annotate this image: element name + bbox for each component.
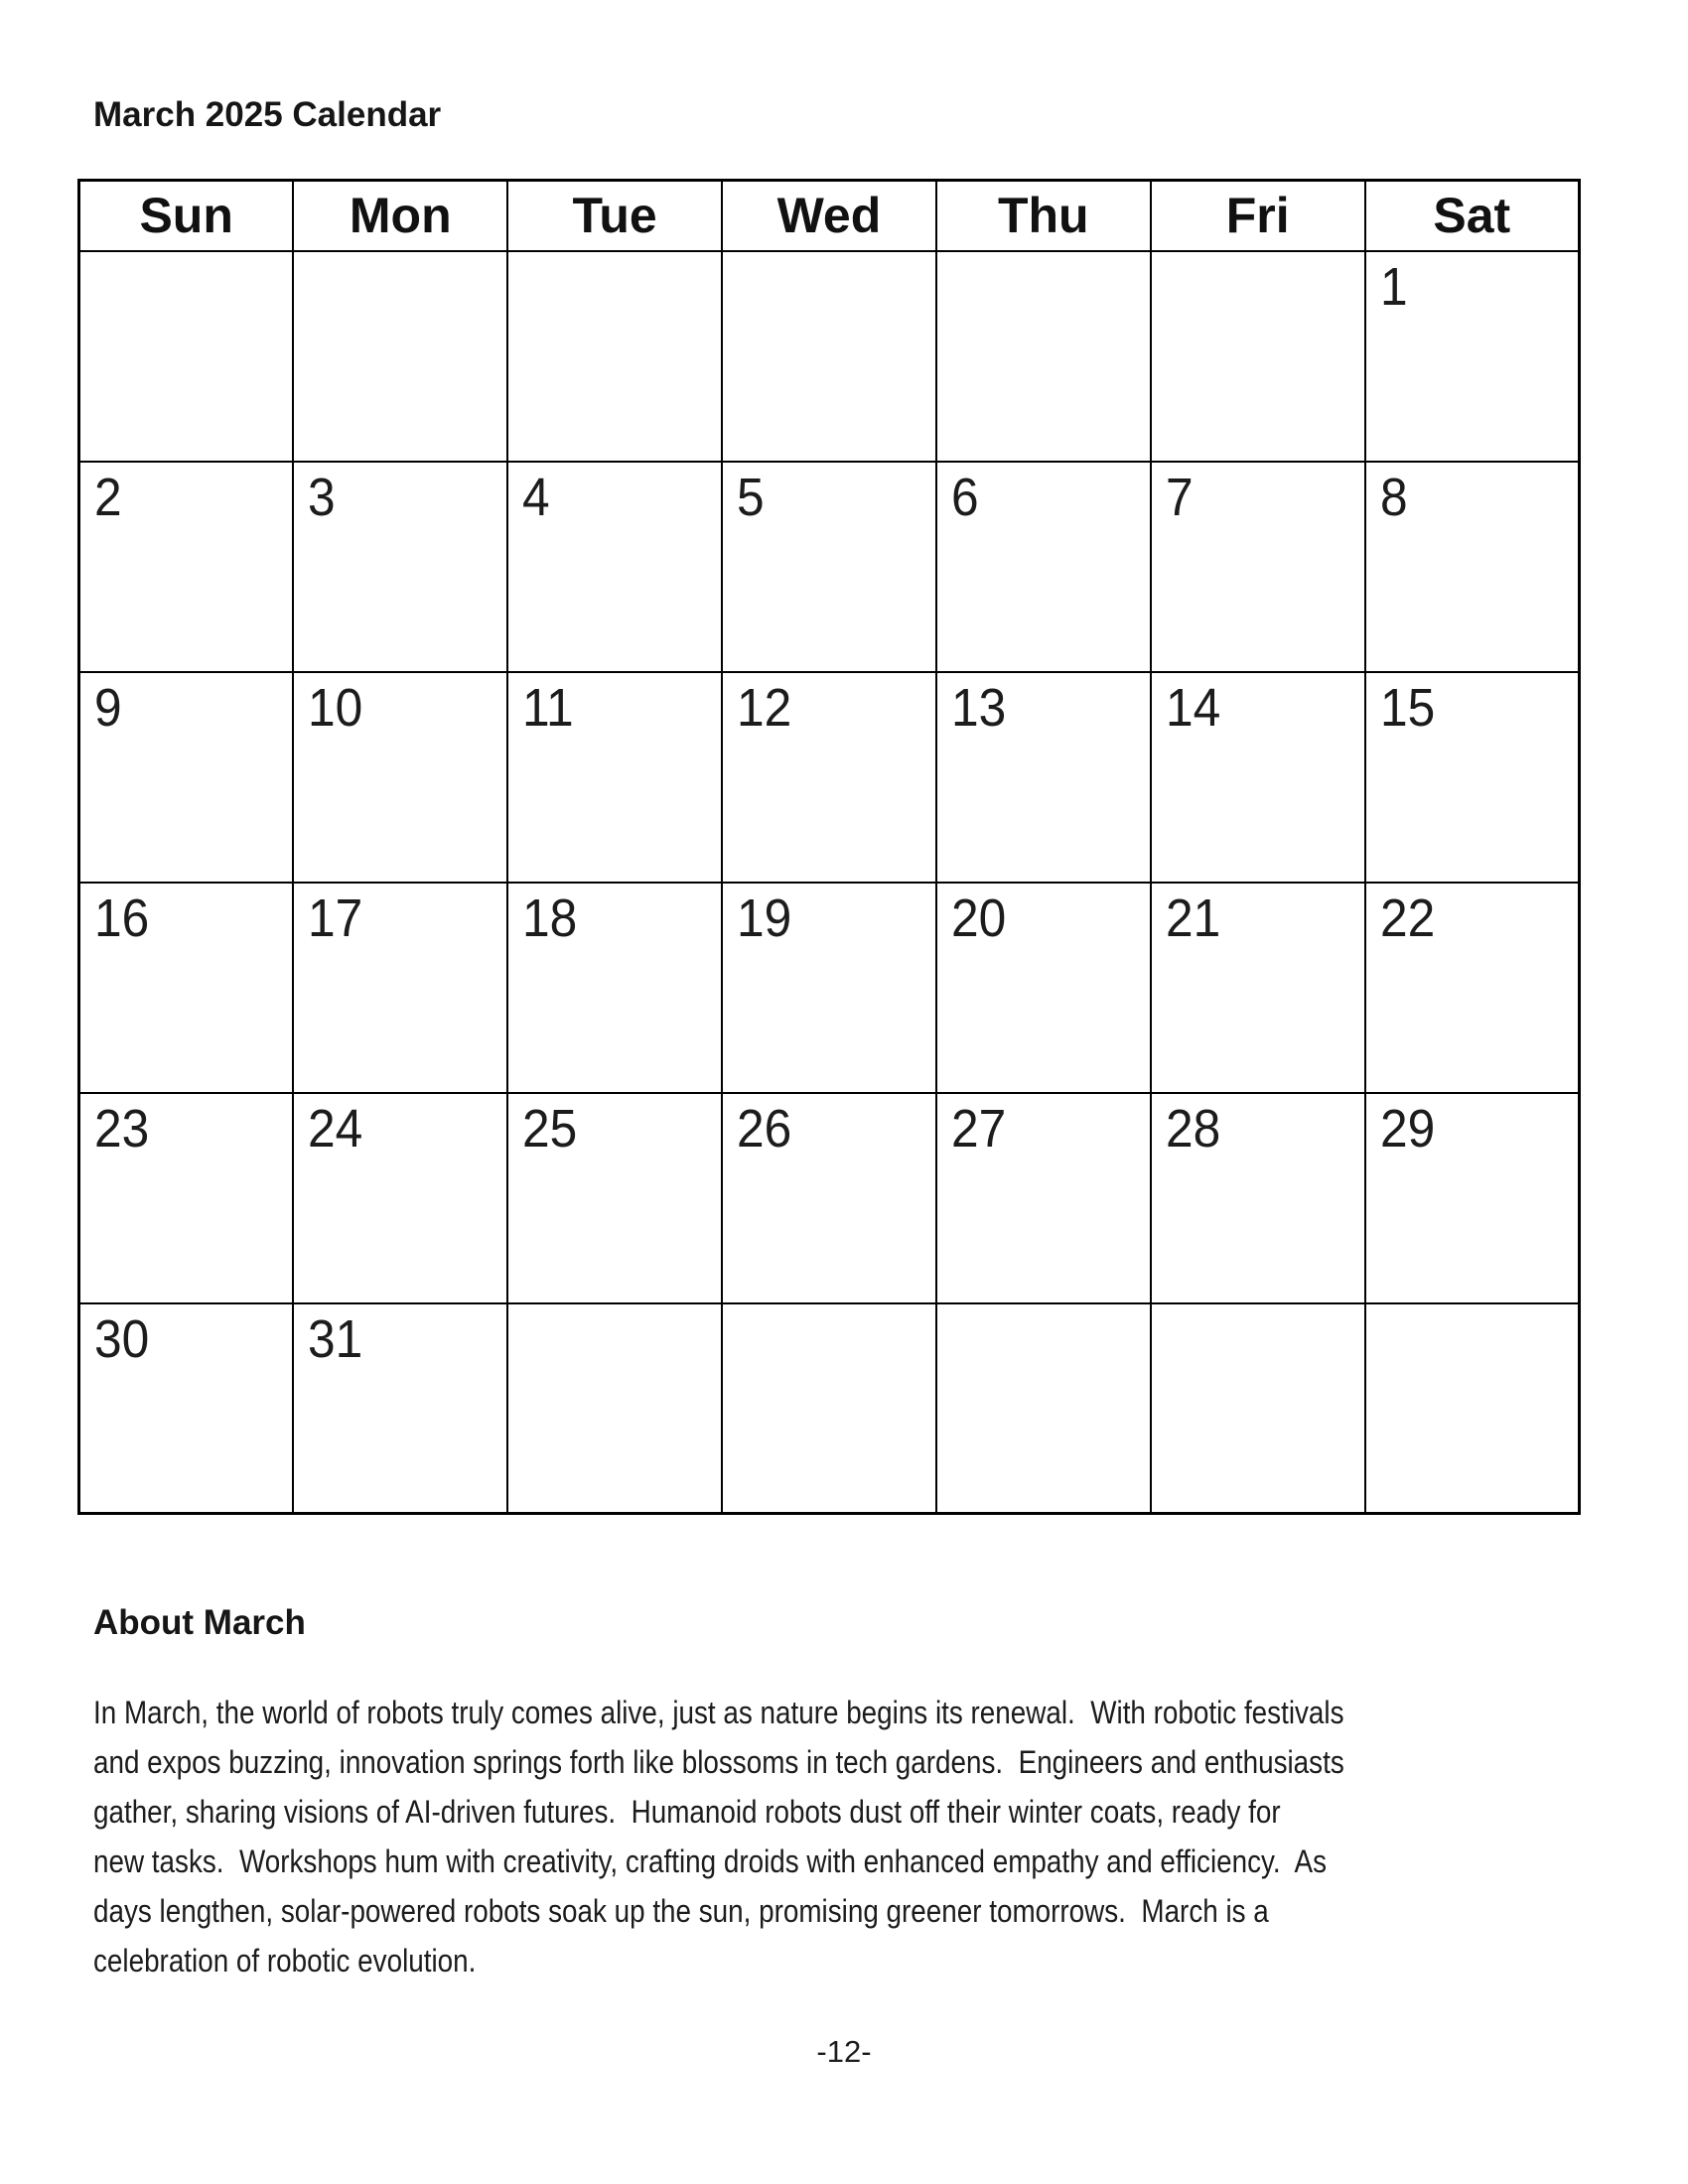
date-number: 5 [737, 467, 765, 527]
calendar-cell [507, 251, 722, 462]
page-title: March 2025 Calendar [93, 95, 442, 134]
day-header-mon: Mon [293, 181, 507, 251]
date-number: 11 [522, 677, 574, 738]
date-number: 23 [94, 1098, 150, 1159]
date-number: 28 [1165, 1098, 1220, 1159]
date-number: 20 [950, 887, 1007, 948]
calendar-cell [79, 1093, 294, 1303]
date-number: 31 [308, 1308, 363, 1369]
calendar-cell [79, 1303, 294, 1514]
paragraph-line: gather, sharing visions of AI-driven futures. Humanoid robots dust off their winter coats, ready for [93, 1794, 1281, 1830]
calendar-cell [1365, 251, 1580, 462]
calendar-cell [722, 462, 936, 672]
calendar-week-row-5 [79, 1093, 1580, 1303]
calendar-cell [936, 1093, 1151, 1303]
paragraph-line: new tasks. Workshops hum with creativity, crafting droids with enhanced empathy and efficiency. As [93, 1843, 1328, 1879]
date-number: 15 [1379, 677, 1435, 738]
calendar-cell [936, 672, 1151, 883]
date-number: 25 [522, 1098, 578, 1159]
calendar-cell [1151, 462, 1365, 672]
date-number: 9 [94, 677, 122, 738]
calendar-cell [79, 251, 294, 462]
date-number: 21 [1165, 887, 1220, 948]
date-number: 3 [308, 467, 336, 527]
date-number: 8 [1379, 467, 1408, 527]
day-header-sat: Sat [1365, 181, 1580, 251]
paragraph-line: days lengthen, solar-powered robots soak up the sun, promising greener tomorrows. March is a [93, 1893, 1269, 1929]
calendar-cell [507, 1093, 722, 1303]
calendar-cell [293, 1303, 507, 1514]
calendar-cell [936, 462, 1151, 672]
date-number: 10 [308, 677, 363, 738]
date-number: 24 [308, 1098, 363, 1159]
calendar-cell [1151, 672, 1365, 883]
calendar-cell [1365, 1303, 1580, 1514]
date-number: 7 [1165, 467, 1194, 527]
calendar-cell [936, 883, 1151, 1093]
calendar-cell [722, 883, 936, 1093]
date-number: 17 [308, 887, 363, 948]
day-header-tue: Tue [507, 181, 722, 251]
calendar-cell [1151, 1093, 1365, 1303]
calendar-cell [1151, 251, 1365, 462]
calendar-cell [722, 1093, 936, 1303]
calendar-cell [936, 1303, 1151, 1514]
calendar-cell [722, 672, 936, 883]
paragraph-line: celebration of robotic evolution. [93, 1943, 477, 1979]
calendar-cell [79, 883, 294, 1093]
calendar-cell [1365, 462, 1580, 672]
calendar-cell [507, 883, 722, 1093]
calendar-cell [1365, 883, 1580, 1093]
date-number: 4 [522, 467, 550, 527]
day-header-fri: Fri [1151, 181, 1365, 251]
day-header-wed: Wed [722, 181, 936, 251]
about-paragraph [93, 1688, 1622, 1985]
paragraph-line: In March, the world of robots truly comes alive, just as nature begins its renewal. With robotic festivals [93, 1695, 1344, 1730]
date-number: 22 [1379, 887, 1435, 948]
day-header-thu: Thu [936, 181, 1151, 251]
calendar-cell [79, 462, 294, 672]
calendar-cell [722, 1303, 936, 1514]
calendar-week-row-2 [79, 462, 1580, 672]
date-number: 6 [950, 467, 979, 527]
calendar-cell [1151, 883, 1365, 1093]
calendar-header-row [79, 181, 1580, 251]
calendar-cell [722, 251, 936, 462]
calendar-cell [1365, 672, 1580, 883]
date-number: 19 [737, 887, 792, 948]
date-number: 2 [94, 467, 122, 527]
calendar-cell [507, 462, 722, 672]
calendar-cell [507, 1303, 722, 1514]
date-number: 18 [522, 887, 578, 948]
date-number: 30 [94, 1308, 150, 1369]
page-number: -12- [816, 2034, 872, 2069]
date-number: 12 [737, 677, 792, 738]
calendar-cell [79, 672, 294, 883]
calendar-cell [293, 672, 507, 883]
calendar-cell [293, 1093, 507, 1303]
calendar-week-row-3 [79, 672, 1580, 883]
date-number: 16 [94, 887, 150, 948]
date-number: 26 [737, 1098, 792, 1159]
calendar-cell [1365, 1093, 1580, 1303]
date-number: 27 [950, 1098, 1007, 1159]
calendar-cell [293, 883, 507, 1093]
day-header-sun: Sun [79, 181, 294, 251]
about-heading: About March [93, 1603, 306, 1642]
paragraph-line: and expos buzzing, innovation springs forth like blossoms in tech gardens. Engineers and enthusiasts [93, 1744, 1344, 1780]
date-number: 1 [1379, 256, 1408, 317]
date-number: 13 [950, 677, 1007, 738]
date-number: 29 [1379, 1098, 1435, 1159]
calendar-week-row-4 [79, 883, 1580, 1093]
calendar-table [77, 179, 1581, 1515]
date-number: 14 [1165, 677, 1220, 738]
calendar-cell [936, 251, 1151, 462]
calendar-week-row-6 [79, 1303, 1580, 1514]
calendar-cell [293, 462, 507, 672]
calendar-week-row-1 [79, 251, 1580, 462]
calendar-cell [1151, 1303, 1365, 1514]
calendar-cell [507, 672, 722, 883]
calendar-cell [293, 251, 507, 462]
